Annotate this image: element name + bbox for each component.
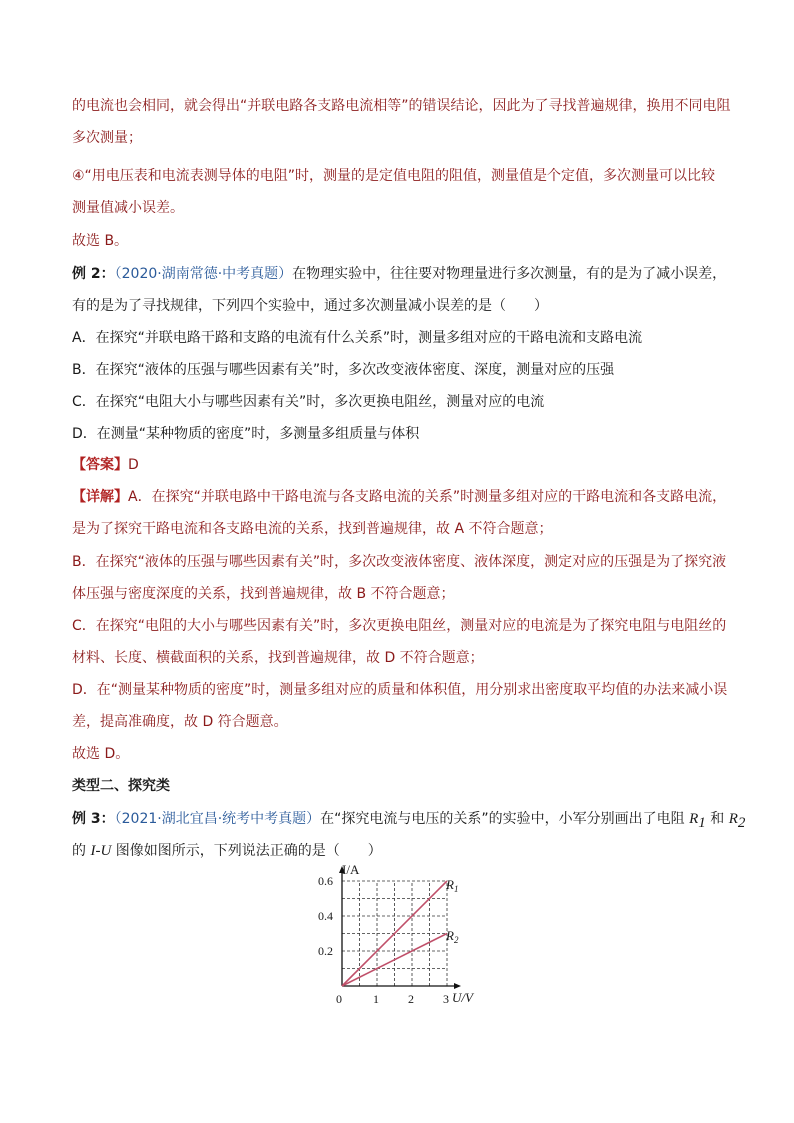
symbol-r2: R: [728, 811, 738, 827]
y-tick-label: 0.2: [318, 944, 333, 958]
example-3-question: [72, 809, 745, 833]
symbol-r1-sub: 1: [698, 814, 706, 831]
text-line: 故选 D。: [72, 746, 130, 762]
example-2-question: [72, 264, 726, 284]
symbol-r1: R: [689, 811, 699, 827]
text-line: 多次测量；: [72, 130, 142, 146]
text-line: B．在探究“液体的压强与哪些因素有关”时，多次改变液体密度、液体深度，测定对应的压强是为了探究液: [72, 554, 727, 570]
text-fragment: 的: [72, 843, 91, 859]
option-a: A．在探究“并联电路干路和支路的电流有什么关系”时，测量多组对应的干路电流和支路电流: [72, 330, 643, 346]
text-line: 有的是为了寻找规律，下列四个实验中，通过多次测量减小误差的是（ ）: [72, 298, 548, 314]
text-line: C．在探究“电阻的大小与哪些因素有关”时，多次更换电阻丝，测量对应的电流是为了探究电阻与电阻丝的: [72, 618, 727, 634]
text-line: 故选 B。: [72, 233, 129, 249]
symbol-iu: I-U: [90, 843, 112, 859]
series-label-r2: $R_2$: [446, 928, 459, 945]
text-line: D．在“测量某种物质的密度”时，测量多组对应的质量和体积值，用分别求出密度取平均值的办法来减小误: [72, 682, 728, 698]
symbol-r2-sub: 2: [737, 814, 746, 831]
detail-line: [72, 487, 726, 507]
conjunction: 和: [705, 811, 729, 827]
y-axis-label: I/A: [342, 862, 360, 877]
text-line: ④“用电压表和电流表测导体的电阻”时，测量的是定值电阻的阻值，测量值是个定值，多次测量可以比较: [72, 168, 716, 184]
question-text: 在物理实验中，往往要对物理量进行多次测量，有的是为了减小误差，: [292, 266, 727, 282]
x-axis-arrow: [454, 983, 461, 989]
text-fragment: 图像如图所示，下列说法正确的是（ ）: [111, 843, 382, 859]
text-line: 体压强与密度深度的关系，找到普遍规律，故 B 不符合题意；: [72, 586, 455, 602]
x-tick-label: 1: [373, 992, 379, 1006]
detail-tag: 【详解】: [72, 489, 128, 505]
answer-tag: 【答案】: [72, 457, 128, 473]
example-label: 例 3：: [72, 811, 115, 827]
question-text: 在“探究电流与电压的关系”的实验中，小军分别画出了电阻: [320, 811, 690, 827]
detail-text: A．在探究“并联电路中干路电流与各支路电流的关系”时测量多组对应的干路电流和各支路电流，: [128, 489, 727, 505]
x-axis-label: U/V: [452, 990, 473, 1005]
answer-line: [72, 455, 139, 475]
text-line: 测量值减小误差。: [72, 200, 184, 216]
text-line: 材料、长度、横截面积的关系，找到普遍规律，故 D 不符合题意；: [72, 650, 484, 666]
text-line: 是为了探究干路电流和各支路电流的关系，找到普遍规律，故 A 不符合题意；: [72, 521, 553, 537]
question-source: （2020·湖南常德·中考真题）: [114, 266, 293, 282]
y-tick-label: 0.4: [318, 909, 333, 923]
y-tick-label: 0.6: [318, 874, 333, 888]
example-label: 例 2：: [72, 266, 115, 282]
option-b: B．在探究“液体的压强与哪些因素有关”时，多次改变液体密度、深度，测量对应的压强: [72, 362, 615, 378]
iu-graph: [300, 858, 490, 1008]
series-label-r1: $R_1$: [446, 877, 459, 894]
x-tick-label: 0: [336, 992, 342, 1006]
answer-value: D: [128, 457, 139, 473]
x-tick-label: 2: [408, 992, 414, 1006]
text-line: 差，提高准确度，故 D 符合题意。: [72, 714, 288, 730]
question-source: （2021·湖北宜昌·统考中考真题）: [114, 811, 321, 827]
option-d: D．在测量“某种物质的密度”时，多测量多组质量与体积: [72, 426, 420, 442]
text-line: 的电流也会相同，就会得出“并联电路各支路电流相等”的错误结论，因此为了寻找普遍规律，换用不同电阻: [72, 98, 731, 114]
x-tick-label: 3: [443, 992, 449, 1006]
option-c: C．在探究“电阻大小与哪些因素有关”时，多次更换电阻丝，测量对应的电流: [72, 394, 545, 410]
section-heading: 类型二、探究类: [72, 778, 170, 794]
